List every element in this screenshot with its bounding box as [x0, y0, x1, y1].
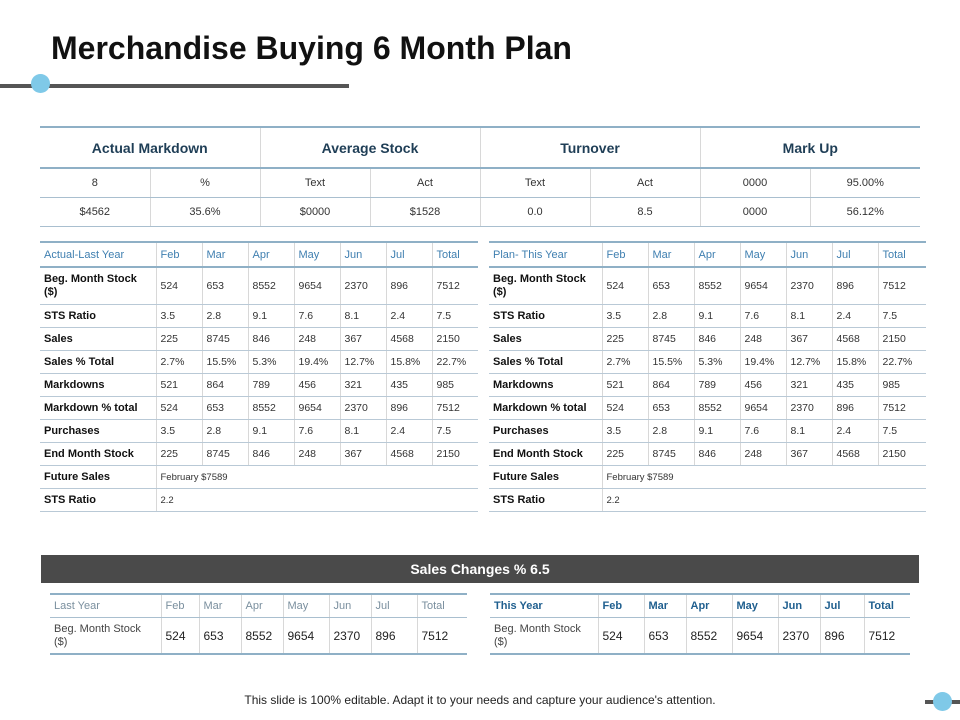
table-cell: 7.5 — [878, 305, 926, 328]
table-row — [40, 443, 478, 466]
column-header: May — [283, 594, 329, 618]
table-row — [489, 351, 926, 374]
table-cell: 248 — [294, 443, 340, 466]
column-header: Mar — [202, 242, 248, 267]
table-cell: 653 — [202, 267, 248, 305]
table-cell: 2.4 — [386, 420, 432, 443]
table-cell: 2.8 — [648, 420, 694, 443]
table-cell: 896 — [371, 618, 417, 655]
table-cell: 19.4% — [294, 351, 340, 374]
table-cell: 2.8 — [202, 305, 248, 328]
table-cell: 896 — [820, 618, 864, 655]
row-label: Sales — [40, 328, 156, 351]
table-cell: 2.8 — [648, 305, 694, 328]
table-cell: 524 — [156, 267, 202, 305]
this-year-table — [490, 593, 910, 655]
table-cell: 2370 — [329, 618, 371, 655]
column-header: Jul — [820, 594, 864, 618]
summary-cell: 95.00% — [810, 168, 920, 198]
table-row — [50, 618, 467, 655]
table-cell: 4568 — [386, 328, 432, 351]
table-cell: 15.8% — [832, 351, 878, 374]
column-header: Feb — [602, 242, 648, 267]
row-label: Markdown % total — [489, 397, 602, 420]
table-cell: 8745 — [202, 328, 248, 351]
table-cell: 7.6 — [740, 420, 786, 443]
row-label: Purchases — [489, 420, 602, 443]
last-year-table — [50, 593, 467, 655]
row-label: End Month Stock — [40, 443, 156, 466]
table-cell: 524 — [598, 618, 644, 655]
column-header: This Year — [490, 594, 598, 618]
summary-cell: Text — [260, 168, 370, 198]
table-cell: 8552 — [686, 618, 732, 655]
table-cell: 9.1 — [248, 305, 294, 328]
row-label: STS Ratio — [489, 489, 602, 512]
column-header: Jun — [340, 242, 386, 267]
table-cell: 524 — [602, 267, 648, 305]
table-cell: 2.4 — [386, 305, 432, 328]
table-cell: 524 — [156, 397, 202, 420]
column-header: Mar — [648, 242, 694, 267]
table-cell: 2.4 — [832, 305, 878, 328]
row-label: Markdowns — [489, 374, 602, 397]
row-label: Beg. Month Stock ($) — [490, 618, 598, 655]
table-cell: 2370 — [778, 618, 820, 655]
table-cell: 15.5% — [202, 351, 248, 374]
column-header: Total — [864, 594, 910, 618]
summary-cell: 8.5 — [590, 198, 700, 227]
table-row — [40, 305, 478, 328]
table-row — [40, 420, 478, 443]
summary-cell: Text — [480, 168, 590, 198]
sales-changes-bar: Sales Changes % 6.5 — [41, 555, 919, 583]
summary-cell: $0000 — [260, 198, 370, 227]
column-header: May — [732, 594, 778, 618]
summary-cell: 0000 — [700, 168, 810, 198]
table-cell: 3.5 — [156, 420, 202, 443]
table-row — [40, 374, 478, 397]
future-sales-row — [40, 466, 478, 489]
table-cell: 2.4 — [832, 420, 878, 443]
actual-last-year-table — [40, 241, 478, 512]
table-cell: 985 — [878, 374, 926, 397]
row-label: Future Sales — [489, 466, 602, 489]
table-cell: 524 — [161, 618, 199, 655]
header-row — [490, 594, 910, 618]
sts-ratio-value: 2.2 — [156, 489, 478, 512]
row-label: End Month Stock — [489, 443, 602, 466]
column-header: Feb — [598, 594, 644, 618]
table-row — [40, 351, 478, 374]
table-cell: 9.1 — [694, 420, 740, 443]
sts-ratio-row — [489, 489, 926, 512]
sts-ratio-row — [40, 489, 478, 512]
table-cell: 3.5 — [602, 420, 648, 443]
table-cell: 846 — [248, 443, 294, 466]
column-header: Last Year — [50, 594, 161, 618]
table-cell: 435 — [386, 374, 432, 397]
column-header: Jul — [832, 242, 878, 267]
column-header: Jun — [786, 242, 832, 267]
column-header: Apr — [248, 242, 294, 267]
column-header: Jun — [329, 594, 371, 618]
table-cell: 2.7% — [156, 351, 202, 374]
table-cell: 4568 — [832, 328, 878, 351]
table-cell: 321 — [340, 374, 386, 397]
table-cell: 367 — [786, 328, 832, 351]
table-cell: 22.7% — [878, 351, 926, 374]
row-label: Sales — [489, 328, 602, 351]
table-cell: 225 — [602, 443, 648, 466]
table-cell: 4568 — [386, 443, 432, 466]
table-cell: 7512 — [864, 618, 910, 655]
table-cell: 789 — [694, 374, 740, 397]
table-cell: 2.7% — [602, 351, 648, 374]
table-cell: 3.5 — [602, 305, 648, 328]
future-sales-value: February $7589 — [602, 466, 926, 489]
summary-table — [40, 126, 920, 227]
table-cell: 9654 — [283, 618, 329, 655]
table-cell: 8745 — [648, 328, 694, 351]
table-cell: 456 — [740, 374, 786, 397]
column-header: Mar — [199, 594, 241, 618]
table-cell: 521 — [156, 374, 202, 397]
table-cell: 22.7% — [432, 351, 478, 374]
column-header: Total — [417, 594, 467, 618]
row-label: Markdowns — [40, 374, 156, 397]
table-cell: 2.8 — [202, 420, 248, 443]
summary-header: Average Stock — [260, 127, 480, 168]
table-cell: 9654 — [740, 397, 786, 420]
row-label: Sales % Total — [489, 351, 602, 374]
table-row — [40, 267, 478, 305]
sts-ratio-value: 2.2 — [602, 489, 926, 512]
table-cell: 248 — [740, 328, 786, 351]
column-header: Jul — [386, 242, 432, 267]
table-cell: 653 — [199, 618, 241, 655]
summary-cell: $1528 — [370, 198, 480, 227]
column-header: Feb — [161, 594, 199, 618]
row-label: Future Sales — [40, 466, 156, 489]
title-underline — [0, 84, 349, 88]
column-header: Total — [432, 242, 478, 267]
table-cell: 8552 — [694, 267, 740, 305]
table-cell: 8745 — [648, 443, 694, 466]
table-cell: 2370 — [340, 267, 386, 305]
summary-row — [40, 168, 920, 198]
table-cell: 896 — [832, 397, 878, 420]
table-cell: 12.7% — [340, 351, 386, 374]
table-cell: 225 — [156, 443, 202, 466]
table-row — [489, 420, 926, 443]
column-header: Jul — [371, 594, 417, 618]
column-header: Apr — [694, 242, 740, 267]
header-row — [40, 242, 478, 267]
future-sales-value: February $7589 — [156, 466, 478, 489]
summary-cell: 0.0 — [480, 198, 590, 227]
table-cell: 7512 — [432, 267, 478, 305]
row-label: Markdown % total — [40, 397, 156, 420]
table-cell: 653 — [202, 397, 248, 420]
column-header: Jun — [778, 594, 820, 618]
table-cell: 2370 — [786, 397, 832, 420]
table-cell: 367 — [340, 328, 386, 351]
table-cell: 7.5 — [432, 420, 478, 443]
table-cell: 19.4% — [740, 351, 786, 374]
summary-cell: % — [150, 168, 260, 198]
plan-this-year-table — [489, 241, 926, 512]
table-cell: 12.7% — [786, 351, 832, 374]
table-cell: 9654 — [732, 618, 778, 655]
table-cell: 2150 — [878, 443, 926, 466]
table-cell: 7.6 — [294, 420, 340, 443]
table-cell: 8.1 — [340, 305, 386, 328]
table-cell: 7.6 — [294, 305, 340, 328]
table-cell: 8552 — [248, 397, 294, 420]
table-cell: 521 — [602, 374, 648, 397]
table-cell: 8552 — [694, 397, 740, 420]
column-header: Apr — [686, 594, 732, 618]
table-cell: 864 — [648, 374, 694, 397]
table-row — [489, 374, 926, 397]
table-cell: 321 — [786, 374, 832, 397]
table-cell: 7.5 — [432, 305, 478, 328]
row-label: STS Ratio — [40, 489, 156, 512]
table-cell: 5.3% — [248, 351, 294, 374]
table-cell: 2150 — [432, 328, 478, 351]
table-row — [40, 328, 478, 351]
table-cell: 524 — [602, 397, 648, 420]
table-cell: 7512 — [432, 397, 478, 420]
row-label: Beg. Month Stock ($) — [50, 618, 161, 655]
row-label: Beg. Month Stock ($) — [489, 267, 602, 305]
table-cell: 9654 — [294, 397, 340, 420]
table-cell: 8552 — [241, 618, 283, 655]
table-cell: 7512 — [417, 618, 467, 655]
table-row — [490, 618, 910, 655]
footer-accent-dot — [933, 692, 952, 711]
footer-note: This slide is 100% editable. Adapt it to your needs and capture your audience's attention. — [244, 693, 716, 707]
column-header: Mar — [644, 594, 686, 618]
table-cell: 9654 — [740, 267, 786, 305]
table-cell: 9.1 — [694, 305, 740, 328]
table-cell: 9654 — [294, 267, 340, 305]
header-row — [489, 242, 926, 267]
table-cell: 846 — [694, 328, 740, 351]
summary-cell: 35.6% — [150, 198, 260, 227]
table-cell: 9.1 — [248, 420, 294, 443]
summary-cell: 56.12% — [810, 198, 920, 227]
table-cell: 653 — [644, 618, 686, 655]
table-cell: 8.1 — [340, 420, 386, 443]
table-cell: 7.5 — [878, 420, 926, 443]
table-cell: 225 — [156, 328, 202, 351]
table-cell: 7512 — [878, 267, 926, 305]
table-cell: 653 — [648, 267, 694, 305]
table-cell: 248 — [294, 328, 340, 351]
header-row — [50, 594, 467, 618]
row-label: Purchases — [40, 420, 156, 443]
table-row — [489, 397, 926, 420]
future-sales-row — [489, 466, 926, 489]
column-header: Feb — [156, 242, 202, 267]
row-label: Beg. Month Stock ($) — [40, 267, 156, 305]
table-cell: 864 — [202, 374, 248, 397]
column-header: Apr — [241, 594, 283, 618]
table-cell: 7512 — [878, 397, 926, 420]
table-cell: 8.1 — [786, 305, 832, 328]
page-title: Merchandise Buying 6 Month Plan — [51, 30, 572, 66]
summary-cell: 8 — [40, 168, 150, 198]
summary-header: Turnover — [480, 127, 700, 168]
summary-cell: 0000 — [700, 198, 810, 227]
table-row — [489, 328, 926, 351]
column-header: May — [294, 242, 340, 267]
table-cell: 8.1 — [786, 420, 832, 443]
table-row — [489, 267, 926, 305]
table-cell: 15.8% — [386, 351, 432, 374]
table-cell: 5.3% — [694, 351, 740, 374]
table-cell: 456 — [294, 374, 340, 397]
table-cell: 7.6 — [740, 305, 786, 328]
table-cell: 653 — [648, 397, 694, 420]
table-cell: 4568 — [832, 443, 878, 466]
summary-row — [40, 198, 920, 227]
column-header: Total — [878, 242, 926, 267]
table-cell: 896 — [386, 397, 432, 420]
table-row — [489, 443, 926, 466]
table-cell: 2150 — [878, 328, 926, 351]
table-cell: 15.5% — [648, 351, 694, 374]
summary-cell: $4562 — [40, 198, 150, 227]
table-cell: 789 — [248, 374, 294, 397]
table-cell: 8552 — [248, 267, 294, 305]
table-cell: 8745 — [202, 443, 248, 466]
table-cell: 225 — [602, 328, 648, 351]
table-cell: 896 — [832, 267, 878, 305]
table-cell: 846 — [694, 443, 740, 466]
table-cell: 248 — [740, 443, 786, 466]
column-header: May — [740, 242, 786, 267]
table-cell: 2370 — [786, 267, 832, 305]
row-label: STS Ratio — [40, 305, 156, 328]
title-accent-dot — [31, 74, 50, 93]
table-cell: 367 — [786, 443, 832, 466]
row-label: Sales % Total — [40, 351, 156, 374]
table-cell: 846 — [248, 328, 294, 351]
table-cell: 2370 — [340, 397, 386, 420]
summary-cell: Act — [370, 168, 480, 198]
row-label: STS Ratio — [489, 305, 602, 328]
summary-header: Mark Up — [700, 127, 920, 168]
summary-cell: Act — [590, 168, 700, 198]
table-cell: 3.5 — [156, 305, 202, 328]
table-cell: 367 — [340, 443, 386, 466]
table-cell: 435 — [832, 374, 878, 397]
table-row — [40, 397, 478, 420]
column-header: Actual-Last Year — [40, 242, 156, 267]
table-cell: 985 — [432, 374, 478, 397]
table-cell: 2150 — [432, 443, 478, 466]
summary-header: Actual Markdown — [40, 127, 260, 168]
table-cell: 896 — [386, 267, 432, 305]
column-header: Plan- This Year — [489, 242, 602, 267]
table-row — [489, 305, 926, 328]
